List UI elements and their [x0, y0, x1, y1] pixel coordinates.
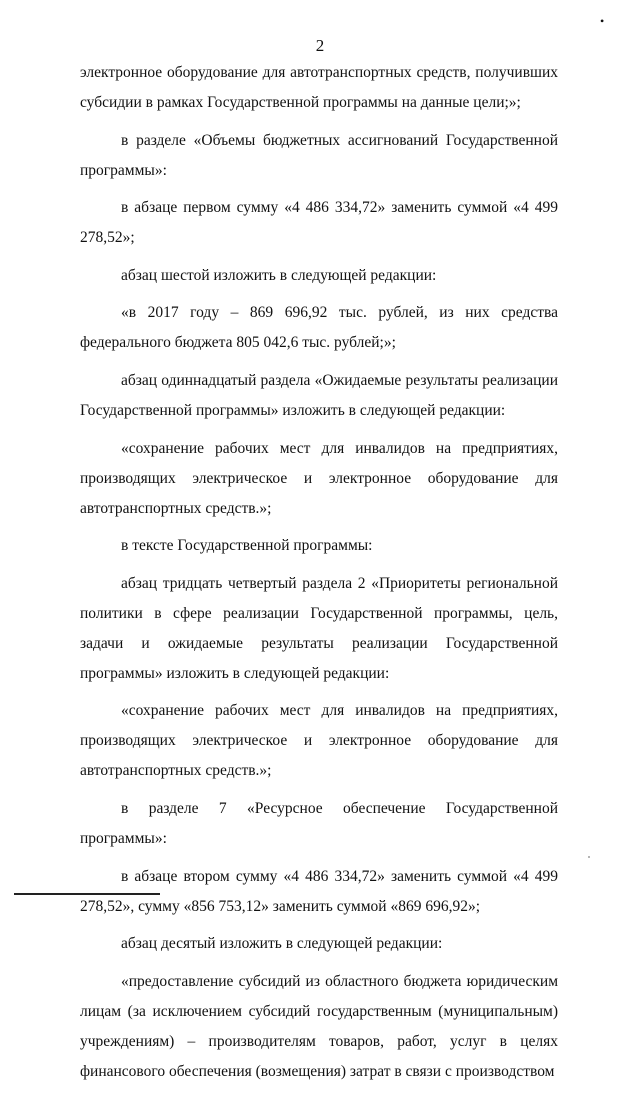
paragraph-jobs-quote-2: «сохранение рабочих мест для инвалидов на предприятиях, производящих электрическое и электронное оборудование для автотранспортных средств.»;	[80, 702, 558, 780]
paragraph-budget-section: в разделе «Объемы бюджетных ассигнований Государственной программы»:	[80, 131, 558, 179]
paragraph-section-2-intro: абзац тридцать четвертый раздела 2 «Приоритеты региональной политики в сфере реализации Государственной программы, цель, задачи и ожидаемые результаты реализации Государственной программы» изложить в следующей редакции:	[80, 574, 558, 682]
corner-mark: •	[600, 14, 605, 28]
paragraph-tenth-intro: абзац десятый изложить в следующей редакции:	[121, 935, 443, 953]
paragraph-section-7: в разделе 7 «Ресурсное обеспечение Государственной программы»:	[80, 799, 558, 847]
paragraph-subsidies-quote: «предоставление субсидий из областного бюджета юридическим лицам (за исключением субсидий государственным (муниципальным) учреждениям) – производителям товаров, работ, услуг в целях финансового обеспечения (возмещения) затрат в связи с производством	[80, 972, 558, 1080]
page-number: 2	[315, 36, 325, 55]
document-body	[80, 58, 558, 1094]
paragraph-2017-funding: «в 2017 году – 869 696,92 тыс. рублей, из них средства федерального бюджета 805 042,6 тыс. рублей;»;	[80, 304, 558, 352]
paragraph-sixth-intro: абзац шестой изложить в следующей редакции:	[121, 266, 437, 284]
scan-speck	[588, 856, 590, 858]
paragraph-program-text: в тексте Государственной программы:	[121, 537, 373, 555]
paragraph-second-amounts: в абзаце втором сумму «4 486 334,72» заменить суммой «4 499 278,52», сумму «856 753,12» заменить суммой «869 696,92»;	[80, 867, 558, 915]
paragraph-eleventh-intro: абзац одиннадцатый раздела «Ожидаемые результаты реализации Государственной программы» изложить в следующей редакции:	[80, 371, 558, 419]
bottom-rule	[14, 893, 160, 895]
paragraph-continuation: электронное оборудование для автотранспортных средств, получивших субсидии в рамках Государственной программы на данные цели;»;	[80, 64, 558, 111]
paragraph-jobs-quote: «сохранение рабочих мест для инвалидов на предприятиях, производящих электрическое и электронное оборудование для автотранспортных средств.»;	[80, 439, 558, 517]
paragraph-first-amount: в абзаце первом сумму «4 486 334,72» заменить суммой «4 499 278,52»;	[80, 199, 558, 247]
